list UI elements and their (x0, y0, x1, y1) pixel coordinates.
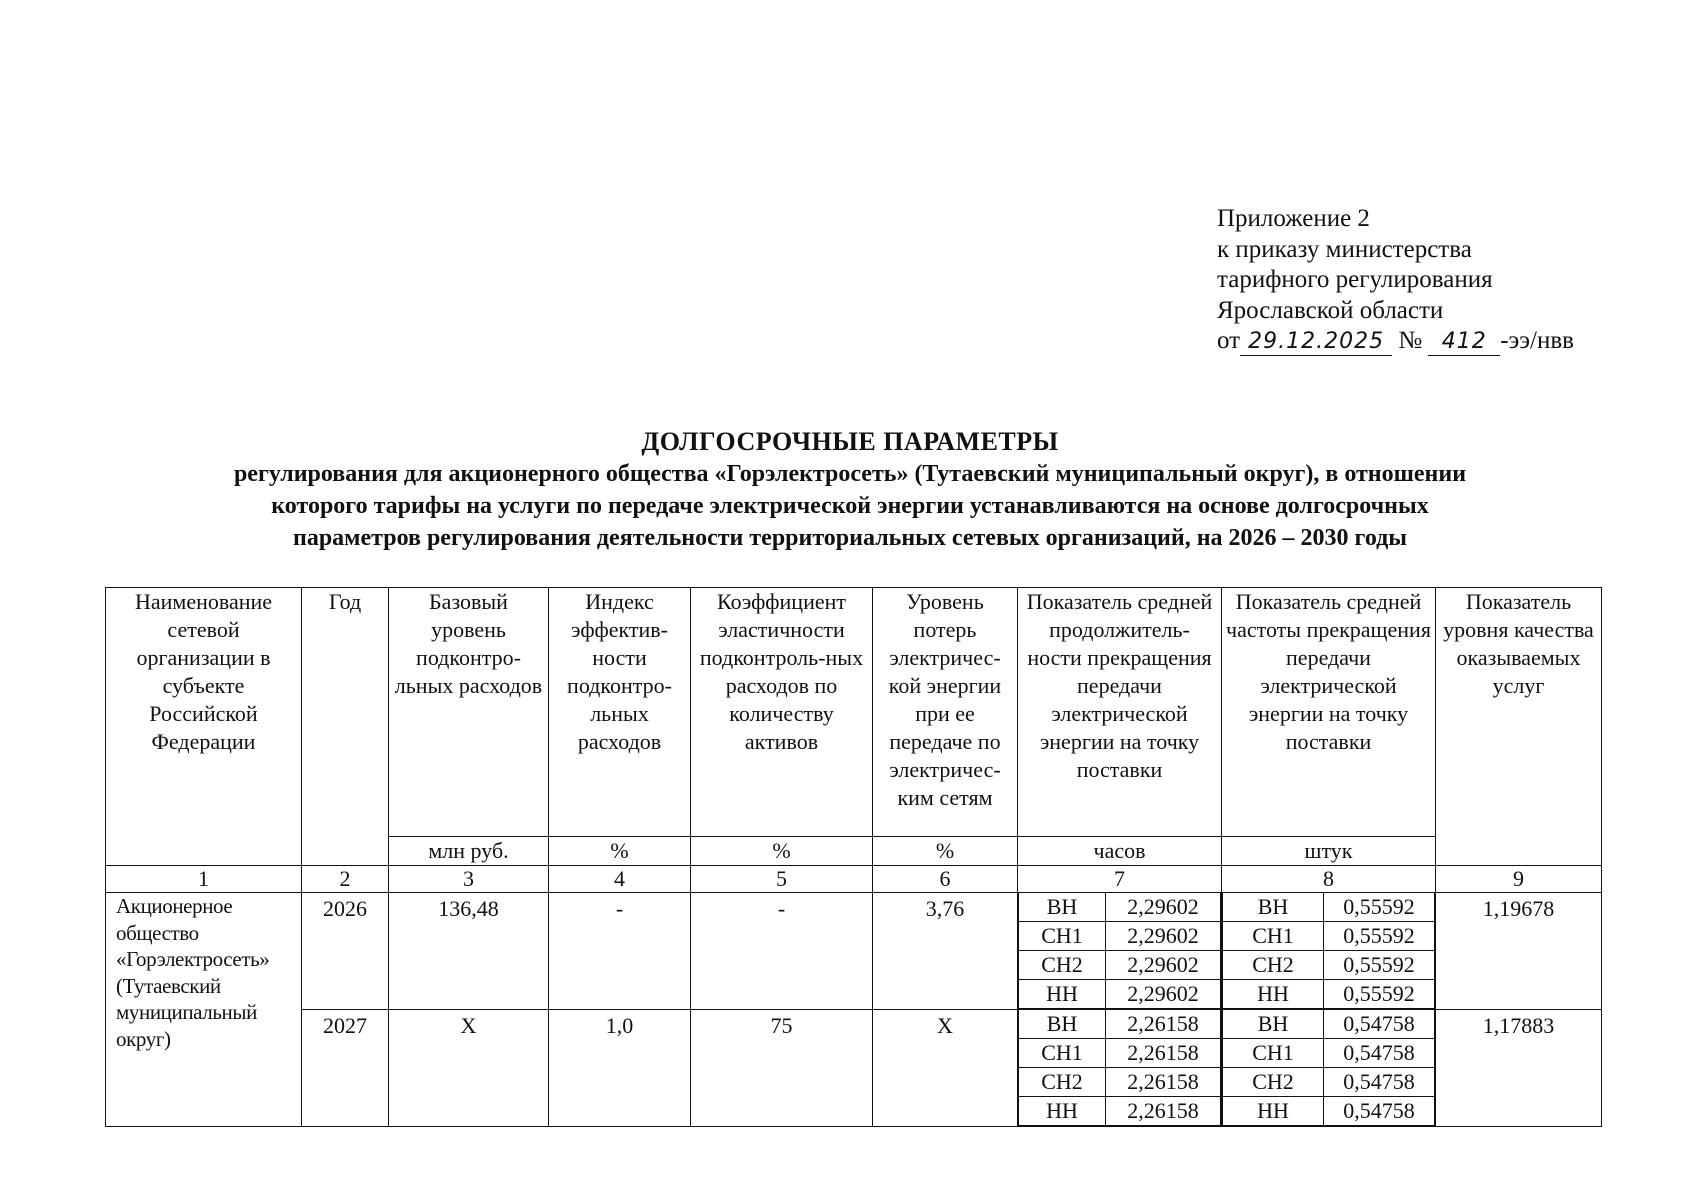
voltage-level: СН2 (1019, 951, 1106, 980)
service-quality-cell: 1,17883 (1436, 1010, 1602, 1127)
header-base-level: Базовый уровень подконтро-льных расходов (389, 588, 549, 837)
unit-coef: % (691, 837, 873, 866)
duration-value: 2,29602 (1106, 922, 1221, 951)
header-service-quality: Показатель уровня качества оказываемых услуг (1436, 588, 1602, 866)
losses-level-cell: 3,76 (873, 893, 1018, 1010)
voltage-level: ВН (1223, 893, 1324, 922)
voltage-level: ВН (1223, 1010, 1324, 1039)
header-losses-level: Уровень потерь электричес-кой энергии при ее передаче по электричес-ким сетям (873, 588, 1018, 837)
voltage-level: СН2 (1019, 1068, 1106, 1097)
appendix-block (1217, 204, 1677, 357)
frequency-value: 0,55592 (1324, 893, 1435, 922)
column-numbers-row (106, 866, 1602, 893)
unit-losses: % (873, 837, 1018, 866)
frequency-by-level (1222, 1010, 1435, 1126)
table-row (106, 1010, 1602, 1127)
duration-value: 2,26158 (1106, 1068, 1221, 1097)
voltage-level: НН (1223, 980, 1324, 1009)
frequency-value: 0,55592 (1324, 951, 1435, 980)
frequency-value: 0,54758 (1324, 1039, 1435, 1068)
organization-name: Акционерное общество «Горэлектросеть» (Тутаевский муниципальный округ) (106, 893, 302, 1127)
duration-value: 2,26158 (1106, 1010, 1221, 1039)
frequency-value: 0,54758 (1324, 1068, 1435, 1097)
column-number: 6 (873, 866, 1018, 893)
header-interruption-frequency: Показатель средней частоты прекращения передачи электрической энергии на точку поставки (1222, 588, 1436, 837)
unit-duration: часов (1018, 837, 1222, 866)
table-row (106, 893, 1602, 1010)
duration-cell (1018, 893, 1222, 1010)
column-number: 1 (106, 866, 302, 893)
order-suffix: -ээ/нвв (1500, 327, 1574, 354)
unit-frequency: штук (1222, 837, 1436, 866)
header-elasticity-coef: Коэффициент эластичности подконтроль-ных расходов по количеству активов (691, 588, 873, 837)
column-number: 9 (1436, 866, 1602, 893)
title-main: ДОЛГОСРОЧНЫЕ ПАРАМЕТРЫ (641, 427, 1059, 456)
duration-value: 2,26158 (1106, 1097, 1221, 1126)
duration-value: 2,29602 (1106, 980, 1221, 1009)
title-line-1: регулирования для акционерного общества «Горэлектросеть» (Тутаевский муниципальный округ), в отношении (233, 461, 1467, 487)
column-number: 4 (549, 866, 691, 893)
document-title (80, 426, 1620, 554)
base-level-cell: 136,48 (389, 893, 549, 1010)
duration-value: 2,29602 (1106, 893, 1221, 922)
order-number: 412 (1428, 329, 1500, 356)
voltage-level: НН (1019, 980, 1106, 1009)
title-line-2: которого тарифы на услуги по передаче электрической энергии устанавливаются на основе долгосрочных (271, 493, 1429, 519)
efficiency-index-cell: - (549, 893, 691, 1010)
duration-value: 2,29602 (1106, 951, 1221, 980)
elasticity-coef-cell: - (691, 893, 873, 1010)
voltage-level: ВН (1019, 1010, 1106, 1039)
base-level-cell: Х (389, 1010, 549, 1127)
appendix-line-1: Приложение 2 (1217, 205, 1370, 232)
header-interruption-duration: Показатель средней продолжитель-ности прекращения передачи электрической энергии на точку поставки (1018, 588, 1222, 837)
column-number: 5 (691, 866, 873, 893)
service-quality-cell: 1,19678 (1436, 893, 1602, 1010)
voltage-level: СН1 (1019, 1039, 1106, 1068)
column-number: 8 (1222, 866, 1436, 893)
frequency-by-level (1222, 893, 1435, 1009)
frequency-value: 0,55592 (1324, 922, 1435, 951)
frequency-value: 0,54758 (1324, 1097, 1435, 1126)
order-date: 29.12.2025 (1240, 329, 1392, 356)
appendix-order-line (1217, 326, 1677, 357)
title-line-3: параметров регулирования деятельности территориальных сетевых организаций, на 2026 – 2030 годы (292, 525, 1408, 551)
duration-by-level (1018, 1010, 1221, 1126)
voltage-level: СН2 (1223, 1068, 1324, 1097)
elasticity-coef-cell: 75 (691, 1010, 873, 1127)
efficiency-index-cell: 1,0 (549, 1010, 691, 1127)
duration-by-level (1018, 893, 1221, 1009)
order-number-sign: № (1398, 327, 1423, 354)
order-from-prefix: от (1217, 327, 1241, 354)
parameters-table (105, 587, 1602, 1127)
frequency-value: 0,54758 (1324, 1010, 1435, 1039)
column-number: 7 (1018, 866, 1222, 893)
voltage-level: ВН (1019, 893, 1106, 922)
column-number: 2 (302, 866, 389, 893)
frequency-cell (1222, 1010, 1436, 1127)
column-number: 3 (389, 866, 549, 893)
appendix-line-4: Ярославской области (1217, 296, 1444, 324)
appendix-line-2: к приказу министерства (1217, 235, 1472, 263)
frequency-value: 0,55592 (1324, 980, 1435, 1009)
year-cell: 2026 (302, 893, 389, 1010)
voltage-level: СН1 (1019, 922, 1106, 951)
frequency-cell (1222, 893, 1436, 1010)
header-organization: Наименование сетевой организации в субъекте Российской Федерации (106, 588, 302, 866)
duration-value: 2,26158 (1106, 1039, 1221, 1068)
voltage-level: НН (1019, 1097, 1106, 1126)
header-year: Год (302, 588, 389, 866)
voltage-level: СН1 (1223, 1039, 1324, 1068)
year-cell: 2027 (302, 1010, 389, 1127)
voltage-level: НН (1223, 1097, 1324, 1126)
duration-cell (1018, 1010, 1222, 1127)
losses-level-cell: Х (873, 1010, 1018, 1127)
unit-base: млн руб. (389, 837, 549, 866)
unit-index: % (549, 837, 691, 866)
appendix-line-3: тарифного регулирования (1217, 266, 1493, 293)
voltage-level: СН1 (1223, 922, 1324, 951)
header-efficiency-index: Индекс эффектив-ности подконтро-льных расходов (549, 588, 691, 837)
header-row (106, 588, 1602, 837)
voltage-level: СН2 (1223, 951, 1324, 980)
